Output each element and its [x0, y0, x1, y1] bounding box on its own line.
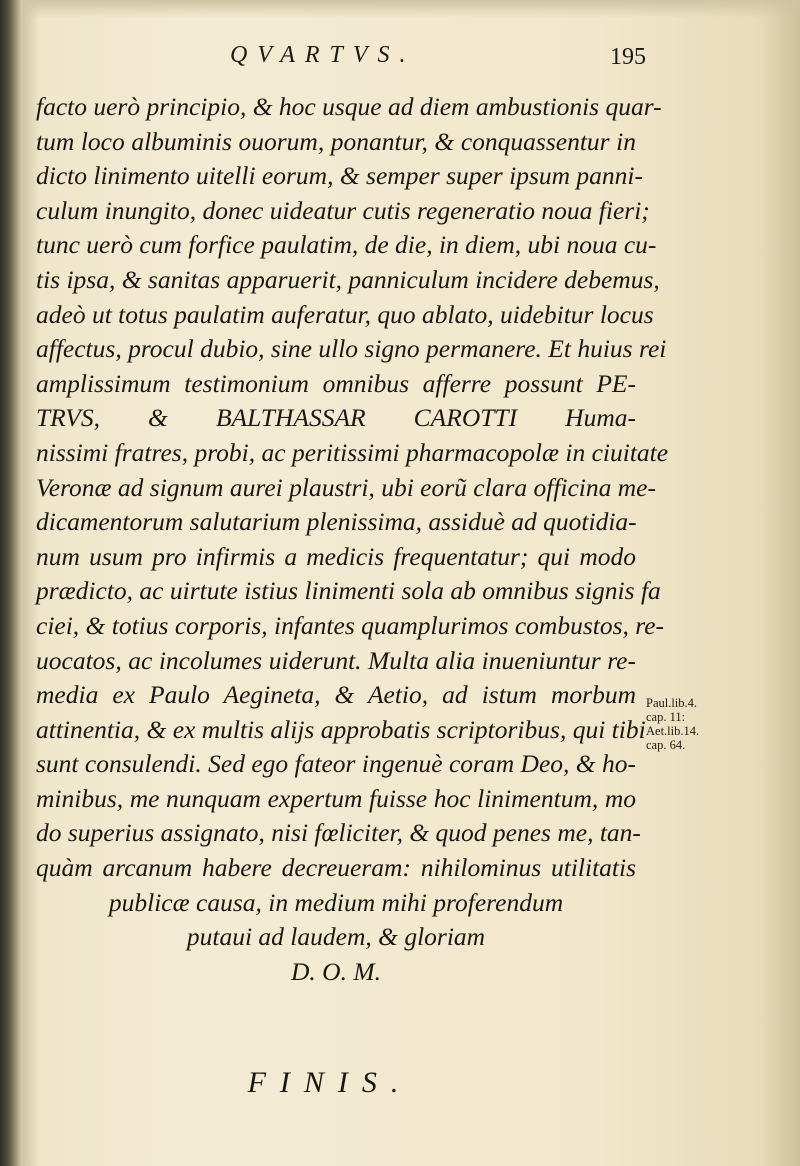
text-line: num usum pro infirmis a medicis frequentatur; qui modo [36, 541, 636, 571]
text-line: culum inungito, donec uideatur cutis regeneratio noua fieri; [36, 195, 650, 225]
margin-note-line: Aet.lib.14. [646, 724, 700, 738]
text-line: Veronæ ad signum aurei plaustri, ubi eorũ clara officina me- [36, 472, 656, 502]
text-line: dicto linimento uitelli eorum, & semper super ipsum panni- [36, 161, 643, 191]
text-line: attinentia, & ex multis alijs approbatis scriptoribus, qui tibi [36, 714, 646, 744]
margin-note-line: Paul.lib.4. [646, 696, 698, 710]
finis-heading: FINIS. [247, 1066, 413, 1099]
page-top-shadow [22, 0, 800, 18]
text-line: facto uerò principio, & hoc usque ad diem ambustionis quar- [36, 92, 662, 121]
text-line: prædicto, ac uirtute istius linimenti sola ab omnibus signis fa [36, 576, 661, 606]
text-line: tis ipsa, & sanitas apparuerit, panniculum incidere debemus, [36, 264, 660, 294]
text-line: publicæ causa, in medium mihi proferendum [108, 887, 564, 917]
text-line: uocatos, ac incolumes uiderunt. Multa alia inueniuntur re- [36, 645, 636, 675]
margin-note-line: cap. 11: [646, 710, 686, 724]
closing-line: D. O. M. [291, 956, 381, 986]
text-line: amplissimum testimonium omnibus afferre possunt PE- [36, 368, 636, 398]
text-line: do superius assignato, nisi fœliciter, & quod penes me, tan- [36, 818, 641, 848]
running-head: QVARTVS. [230, 42, 416, 68]
text-line: tunc uerò cum forfice paulatim, de die, in diem, ubi noua cu- [36, 230, 657, 260]
page-number: 195 [610, 44, 646, 70]
text-line: media ex Paulo Aegineta, & Aetio, ad istum morbum [36, 680, 636, 710]
text-line: ciei, & totius corporis, infantes quamplurimos combustos, re- [36, 610, 665, 640]
text-line: sunt consulendi. Sed ego fateor ingenuè coram Deo, & ho- [36, 749, 636, 779]
text-line: putaui ad laudem, & gloriam [186, 922, 486, 952]
text-line: nissimi fratres, probi, ac peritissimi pharmacopolæ in ciuitate [36, 437, 669, 467]
book-gutter [0, 0, 22, 1166]
text-line: minibus, me nunquam expertum fuisse hoc linimentum, mo [36, 783, 636, 813]
margin-note-line: cap. 64. [646, 738, 686, 752]
text-line: quàm arcanum habere decreueram: nihilominus utilitatis [36, 853, 636, 883]
text-line: affectus, procul dubio, sine ullo signo permanere. Et huius rei [36, 334, 667, 364]
text-line: dicamentorum salutarium plenissima, assiduè ad quotidia- [36, 507, 637, 537]
text-line: adeò ut totus paulatim auferatur, quo ablato, uidebitur locus [36, 299, 654, 329]
text-line: TRVS, & BALTHASSAR CAROTTI Huma- [36, 403, 636, 433]
margin-note [646, 696, 726, 752]
text-line: tum loco albuminis ouorum, ponantur, & conquassentur in [36, 126, 636, 156]
